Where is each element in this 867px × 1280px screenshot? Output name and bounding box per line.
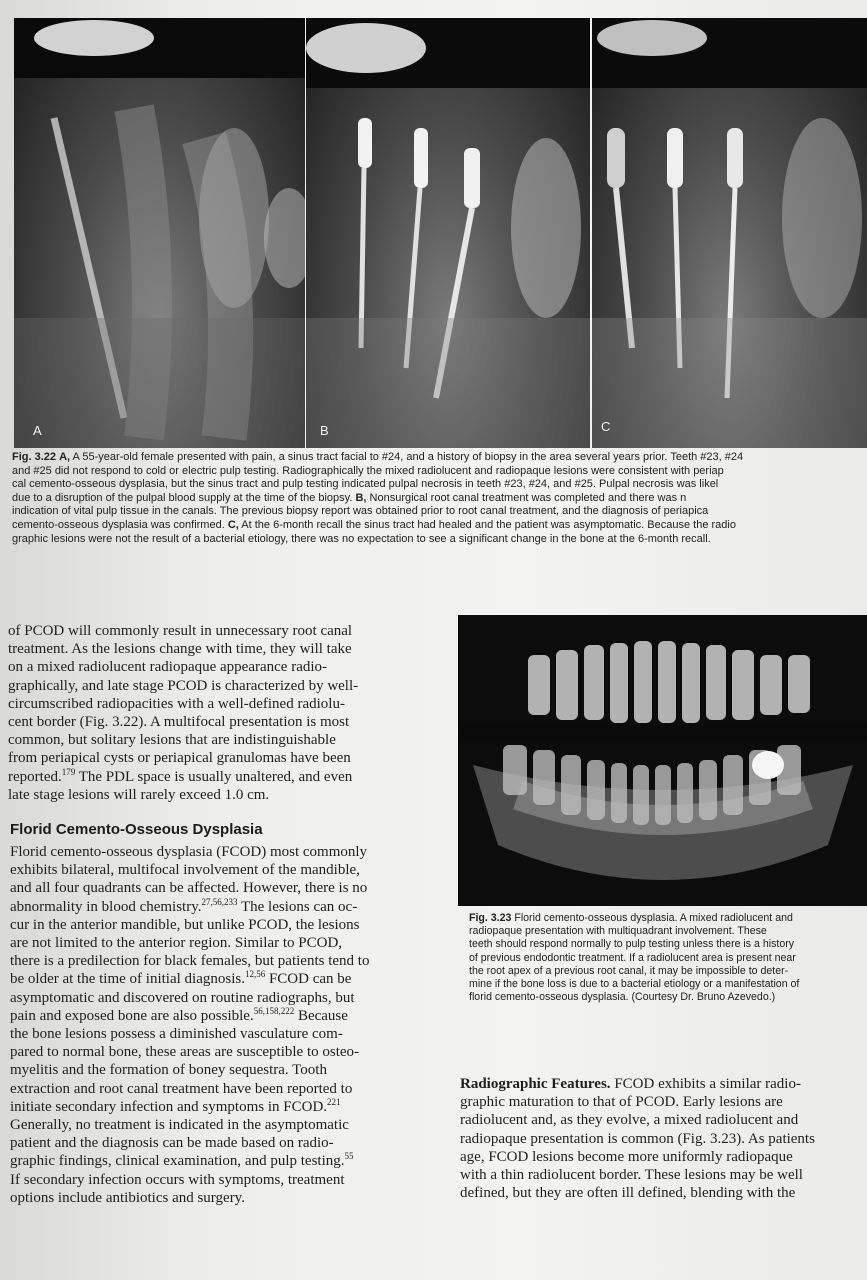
- caption-line: teeth should respond normally to pulp testing unless there is a history: [469, 938, 795, 951]
- text-line: with a thin radiolucent border. These lesions may be well: [460, 1167, 803, 1184]
- caption-run: C,: [227, 518, 239, 531]
- caption-run: Florid cemento-osseous dysplasia. A mixed radiolucent and: [514, 912, 793, 924]
- text-line: the bone lesions possess a diminished vasculature com-: [10, 1026, 343, 1043]
- text-line: circumscribed radiopacities with a well-defined radiolu-: [8, 695, 345, 712]
- text-line: extraction and root canal treatment have been reported to: [10, 1080, 353, 1097]
- figure-label: Fig. 3.23: [469, 912, 512, 924]
- reference-superscript: 56,158,222: [253, 1005, 295, 1016]
- text-line: cent border (Fig. 3.22). A multifocal presentation is most: [8, 714, 350, 731]
- caption-line: the root apex of a previous root canal, it may be impossible to deter-: [469, 964, 789, 977]
- text-run: The PDL space is usually unaltered, and even: [75, 768, 353, 785]
- text-line: from periapical cysts or periapical granulomas have been: [8, 750, 351, 767]
- caption-run: due to a disruption of the pulpal blood supply at the time of the biopsy.: [12, 491, 356, 504]
- left-column-bottom: [10, 843, 433, 1207]
- text-run: abnormality in blood chemistry.: [10, 898, 202, 915]
- panel-label-b: B: [320, 423, 329, 438]
- caption-line: indication of vital pulp tissue in the canals. The previous biopsy report was obtained prior to root canal treatment, and the diagnosis of periapica: [12, 505, 709, 518]
- panel-label-a: A: [33, 423, 42, 438]
- radiograph-panel-c: [592, 18, 867, 448]
- reference-superscript: 27,56,233: [201, 896, 238, 907]
- text-line: and all four quadrants can be affected. However, there is no: [10, 880, 368, 897]
- caption-run: A 55-year-old female presented with pain, a sinus tract facial to #24, and a history of biopsy in the area several years prior. Teeth #23, #24: [70, 451, 744, 463]
- run-in-heading: Radiographic Features.: [460, 1076, 611, 1092]
- text-line: late stage lesions will rarely exceed 1.0 cm.: [8, 786, 270, 803]
- caption-line: and #25 did not respond to cold or electric pulp testing. Radiographically the mixed radiolucent and radiopaque lesions were consistent with periap: [12, 464, 724, 477]
- text-run: graphic findings, clinical examination, and pulp testing.: [10, 1153, 345, 1170]
- text-run: be older at the time of initial diagnosis.: [10, 971, 245, 988]
- caption-run: A,: [59, 451, 71, 463]
- text-line: options include antibiotics and surgery.: [10, 1189, 245, 1206]
- radiograph-panel-a: [14, 18, 305, 448]
- panel-label-c: C: [601, 419, 611, 434]
- reference-superscript: 221: [327, 1096, 341, 1107]
- caption-line: florid cemento-osseous dysplasia. (Courtesy Dr. Bruno Azevedo.): [469, 991, 776, 1004]
- caption-run: At the 6-month recall the sinus tract had healed and the patient was asymptomatic. Because the radio: [238, 518, 736, 531]
- text-line: common, but solitary lesions that are indistinguishable: [8, 732, 336, 749]
- radiograph-panel-b: [306, 18, 590, 448]
- left-column-top: [8, 622, 433, 804]
- reference-superscript: 55: [344, 1151, 354, 1162]
- reference-superscript: 179: [61, 766, 76, 777]
- text-line: exhibits bilateral, multifocal involvement of the mandible,: [10, 862, 360, 879]
- text-line: there is a predilection for black females, but patients tend to: [10, 953, 370, 970]
- text-run: initiate secondary infection and symptoms in FCOD.: [10, 1098, 328, 1115]
- text-line: asymptomatic and discovered on routine radiographs, but: [10, 989, 355, 1006]
- caption-run: Nonsurgical root canal treatment was completed and there was n: [366, 491, 687, 504]
- text-line: pared to normal bone, these areas are susceptible to osteo-: [10, 1044, 360, 1061]
- text-run: Because: [294, 1007, 348, 1024]
- caption-line: of previous endodontic treatment. If a radiolucent area is present near: [469, 951, 796, 964]
- text-line: on a mixed radiolucent radiopaque appearance radio-: [8, 659, 328, 676]
- text-line: Generally, no treatment is indicated in the asymptomatic: [10, 1117, 349, 1134]
- text-run: FCOD exhibits a similar radio-: [610, 1076, 801, 1092]
- text-run: The lesions can oc-: [237, 898, 358, 915]
- text-line: cur in the anterior mandible, but unlike PCOD, the lesions: [10, 916, 360, 933]
- caption-run: cemento-osseous dysplasia was confirmed.: [12, 518, 228, 531]
- text-line: of PCOD will commonly result in unnecessary root canal: [8, 623, 353, 639]
- reference-superscript: 12,56: [244, 969, 266, 980]
- text-line: defined, but they are often ill defined, blending with the: [460, 1185, 796, 1202]
- figure-label: Fig. 3.22: [12, 451, 57, 463]
- section-heading: Florid Cemento-Osseous Dysplasia: [10, 821, 263, 838]
- text-line: graphic maturation to that of PCOD. Early lesions are: [460, 1094, 783, 1111]
- text-run: reported.: [8, 768, 62, 785]
- text-line: Florid cemento-osseous dysplasia (FCOD) most commonly: [10, 844, 368, 860]
- panoramic-radiograph: [458, 615, 867, 906]
- text-line: treatment. As the lesions change with time, they will take: [8, 641, 352, 658]
- text-line: graphically, and late stage PCOD is characterized by well-: [8, 677, 359, 694]
- text-line: radiopaque presentation is common (Fig. 3.23). As patients: [460, 1130, 815, 1147]
- caption-line: cal cemento-osseous dysplasia, but the sinus tract and pulp testing indicated pulpal necrosis in teeth #23, #24, and #25. Pulpal necrosis was likel: [12, 478, 719, 491]
- caption-line: mine if the bone loss is due to a bacterial etiology or a manifestation of: [469, 978, 800, 991]
- caption-run: B,: [355, 491, 367, 504]
- text-run: pain and exposed bone are also possible.: [10, 1007, 254, 1024]
- right-column: [460, 1075, 867, 1202]
- text-line: radiolucent and, as they evolve, a mixed radiolucent and: [460, 1112, 799, 1129]
- text-run: FCOD can be: [265, 971, 352, 988]
- text-line: If secondary infection occurs with symptoms, treatment: [10, 1171, 345, 1188]
- caption-line: radiopaque presentation with multiquadrant involvement. These: [469, 925, 767, 938]
- figure-3-23-caption: [469, 912, 867, 1004]
- figure-3-22-caption: [12, 451, 867, 546]
- text-line: myelitis and the formation of boney sequestra. Tooth: [10, 1062, 327, 1079]
- text-line: patient and the diagnosis can be made based on radio-: [10, 1135, 334, 1152]
- text-line: are not limited to the anterior region. Similar to PCOD,: [10, 935, 343, 952]
- text-line: age, FCOD lesions become more uniformly radiopaque: [460, 1148, 793, 1165]
- caption-line: graphic lesions were not the result of a bacterial etiology, there was no expectation to see a significant change in the bone at the 6-month recall.: [12, 532, 711, 545]
